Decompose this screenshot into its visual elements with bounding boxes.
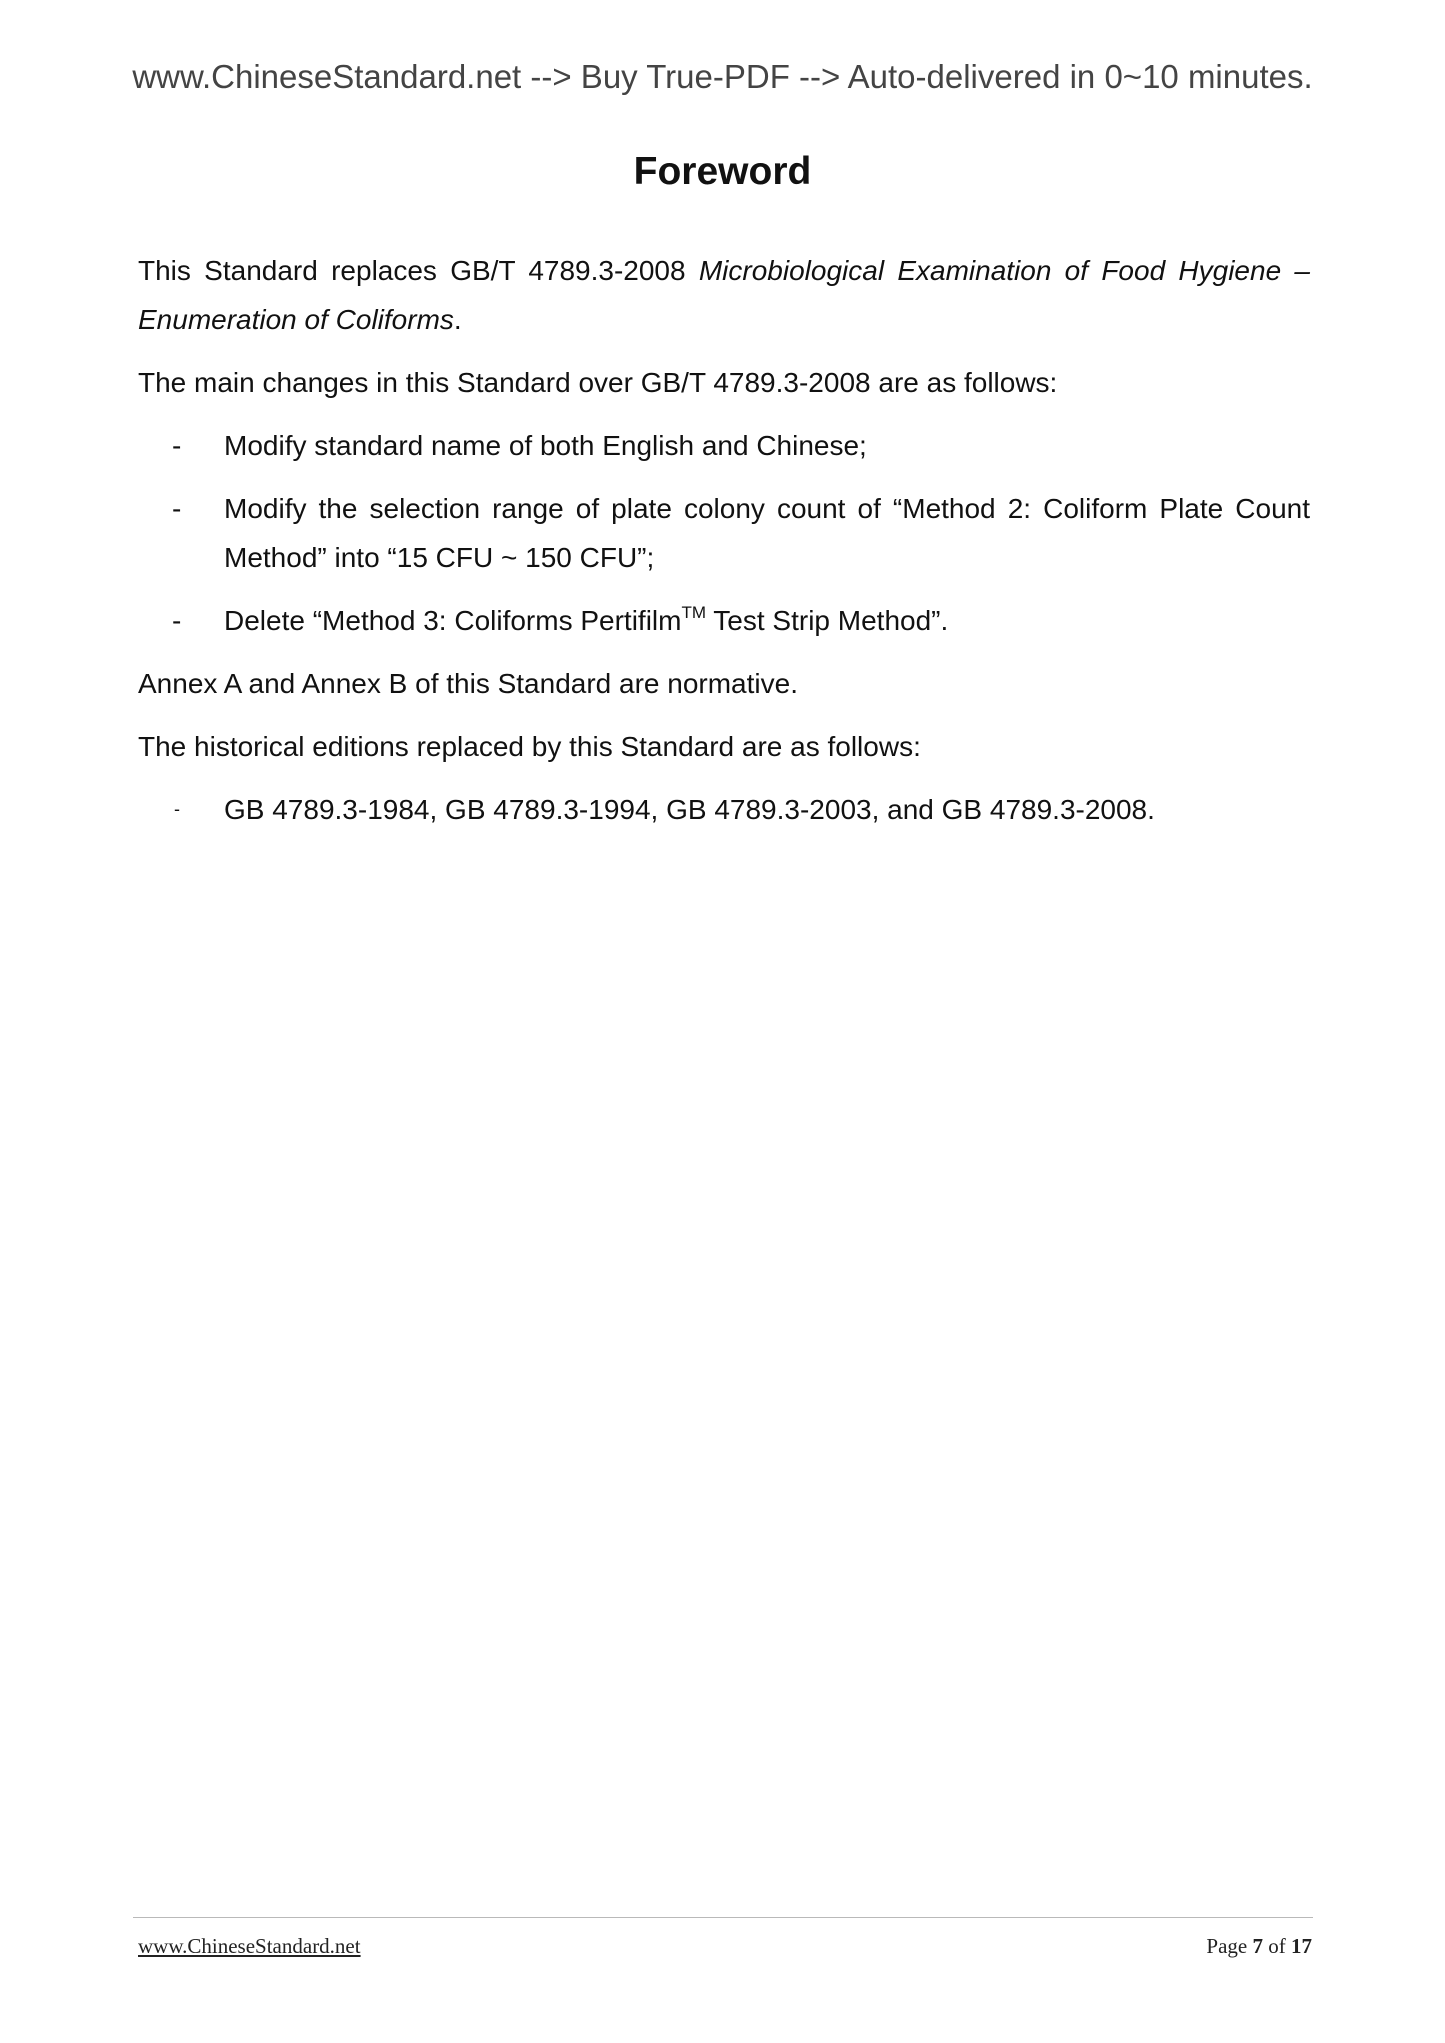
annex-note: Annex A and Annex B of this Standard are normative. <box>138 668 798 699</box>
page-total: 17 <box>1291 1934 1312 1958</box>
list-item <box>138 596 1310 645</box>
list-item-text: GB 4789.3-1984, GB 4789.3-1994, GB 4789.3-2003, and GB 4789.3-2008. <box>224 794 1155 825</box>
page-title: Foreword <box>633 150 812 193</box>
list-item <box>138 421 1310 470</box>
replaced-standard-title: Microbiological Examination of Food Hygiene – Enumeration of Coliforms <box>138 255 1310 335</box>
history-heading: The historical editions replaced by this Standard are as follows: <box>138 731 921 762</box>
footer-website-link[interactable]: www.ChineseStandard.net <box>138 1934 361 1958</box>
list-item <box>138 484 1310 582</box>
list-item-text: Modify the selection range of plate colony count of “Method 2: Coliform Plate Count Method” into “15 CFU ~ 150 CFU”; <box>224 493 1310 573</box>
list-item-text-before: Delete “Method 3: Coliforms Pertifilm <box>224 605 682 636</box>
document-body <box>138 246 1310 848</box>
page-of: of <box>1268 1934 1286 1958</box>
top-banner: www.ChineseStandard.net --> Buy True-PDF --> Auto-delivered in 0~10 minutes. <box>132 58 1313 95</box>
list-item-text: Modify standard name of both English and Chinese; <box>224 430 867 461</box>
history-list <box>138 785 1310 834</box>
page-number <box>1206 1934 1312 1959</box>
list-bullet: - <box>172 605 182 636</box>
list-bullet: - <box>172 430 182 461</box>
list-item-text-after: Test Strip Method”. <box>706 605 949 636</box>
intro-prefix: This Standard replaces GB/T 4789.3-2008 <box>138 255 699 286</box>
list-item <box>138 785 1310 834</box>
changes-heading: The main changes in this Standard over GB/T 4789.3-2008 are as follows: <box>138 367 1058 398</box>
footer-divider <box>133 1917 1313 1918</box>
list-bullet: - <box>172 493 182 524</box>
trademark-superscript: TM <box>681 603 707 622</box>
intro-paragraph <box>138 246 1310 344</box>
page-current: 7 <box>1252 1934 1263 1958</box>
page-label: Page <box>1206 1934 1248 1958</box>
changes-list <box>138 421 1310 645</box>
intro-suffix: . <box>453 304 462 335</box>
list-bullet: - <box>174 799 180 819</box>
